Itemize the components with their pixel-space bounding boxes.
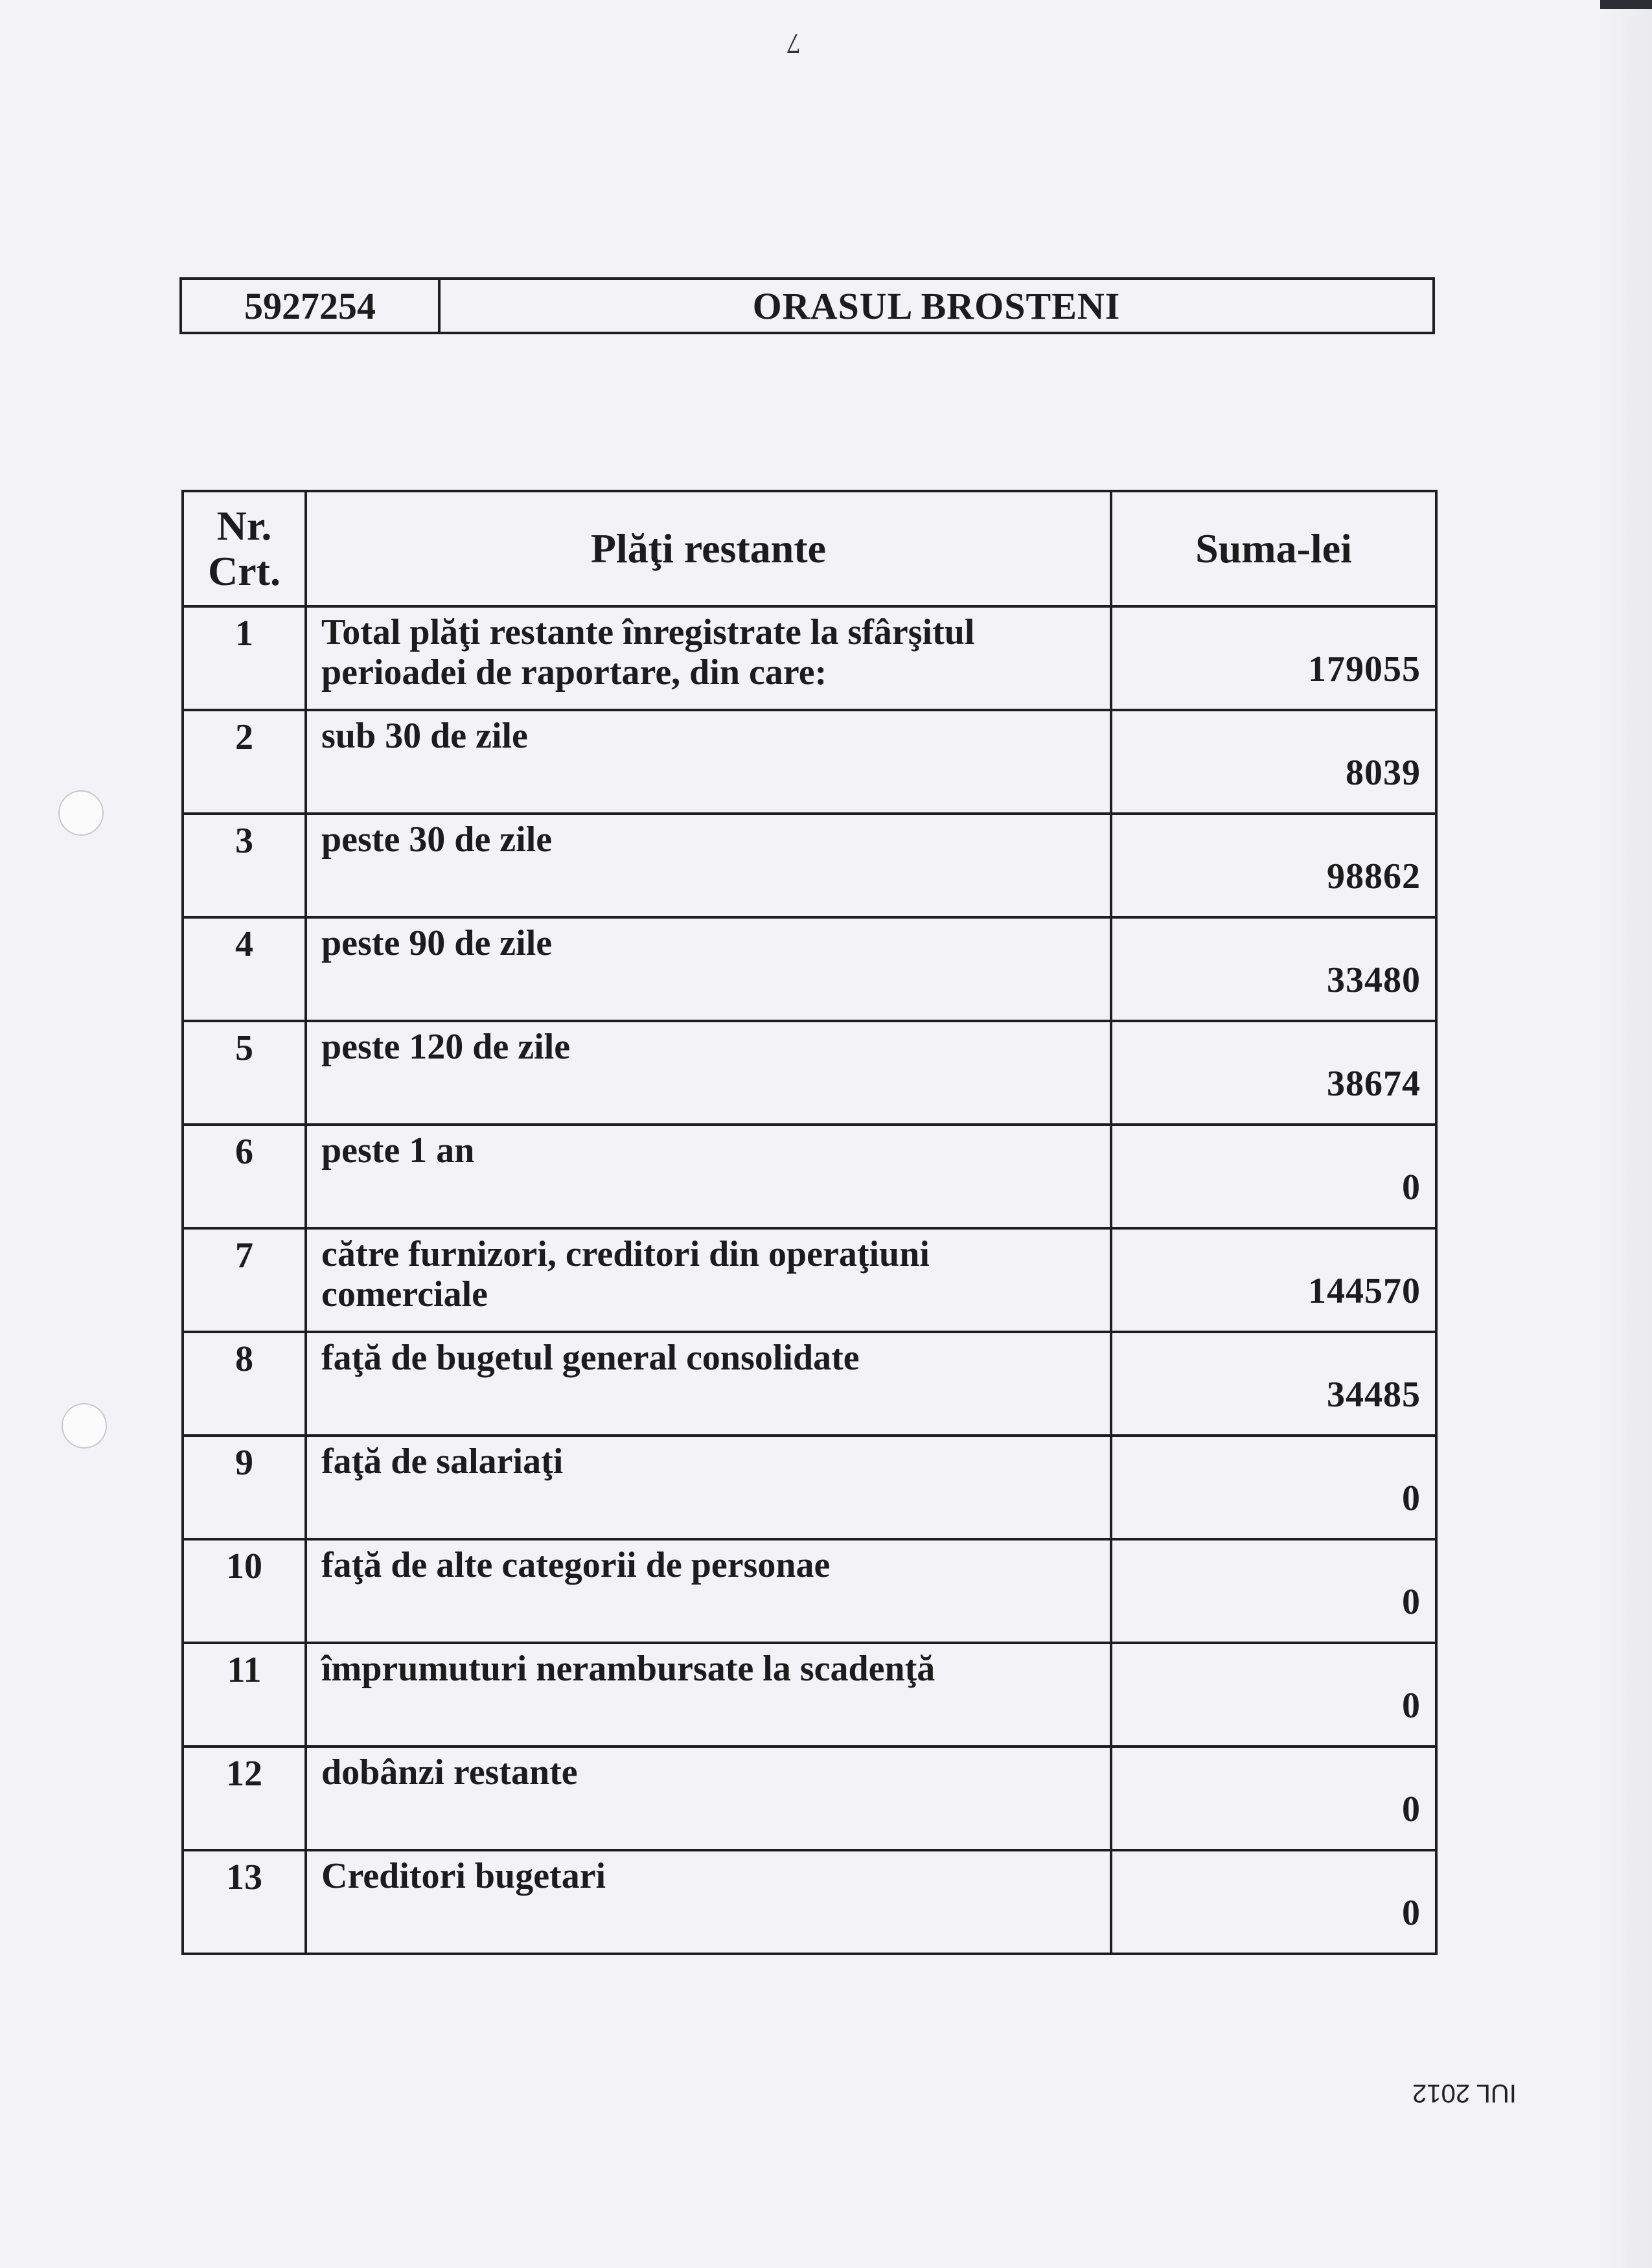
row-sum-cell <box>1111 1539 1436 1643</box>
row-description: peste 120 de zile <box>306 1021 1111 1125</box>
row-description: peste 90 de zile <box>306 917 1111 1021</box>
row-description: peste 1 an <box>306 1125 1111 1228</box>
table-row <box>183 1643 1436 1747</box>
row-sum-cell <box>1111 1125 1436 1228</box>
row-description: dobânzi restante <box>306 1747 1111 1850</box>
row-number: 5 <box>183 1021 306 1125</box>
arrears-table <box>181 490 1438 1955</box>
row-description: faţă de bugetul general consolidate <box>306 1332 1111 1436</box>
row-sum-cell <box>1111 1021 1436 1125</box>
row-number: 10 <box>183 1539 306 1643</box>
row-sum-cell <box>1111 1228 1436 1332</box>
row-number: 7 <box>183 1228 306 1332</box>
table-row <box>183 1539 1436 1643</box>
row-description: faţă de alte categorii de personae <box>306 1539 1111 1643</box>
row-number: 9 <box>183 1436 306 1539</box>
entity-code: 5927254 <box>182 280 441 332</box>
row-sum-cell <box>1111 710 1436 814</box>
row-sum: 0 <box>1402 1167 1421 1208</box>
date-stamp: IUL 2012 <box>1412 2079 1517 2107</box>
table-row <box>183 814 1436 917</box>
row-number: 1 <box>183 606 306 710</box>
row-sum-cell <box>1111 606 1436 710</box>
table-row <box>183 1850 1436 1954</box>
header-description: Plăţi restante <box>306 491 1111 606</box>
row-description: sub 30 de zile <box>306 710 1111 814</box>
punch-hole <box>62 1403 107 1449</box>
row-sum-cell <box>1111 1643 1436 1747</box>
table-row <box>183 1332 1436 1436</box>
row-sum: 0 <box>1402 1478 1421 1518</box>
table-row <box>183 1125 1436 1228</box>
table-row <box>183 1228 1436 1332</box>
table-row <box>183 1436 1436 1539</box>
row-sum-cell <box>1111 1850 1436 1954</box>
row-sum: 8039 <box>1346 753 1421 793</box>
scan-corner <box>1600 0 1652 9</box>
row-number: 3 <box>183 814 306 917</box>
row-sum: 34485 <box>1327 1375 1421 1415</box>
table-row <box>183 1747 1436 1850</box>
row-sum: 179055 <box>1308 649 1421 689</box>
row-sum-cell <box>1111 1332 1436 1436</box>
row-description: Total plăţi restante înregistrate la sfârşitul perioadei de raportare, din care: <box>306 606 1111 710</box>
row-sum-cell <box>1111 1747 1436 1850</box>
entity-name: ORASUL BROSTENI <box>752 284 1121 327</box>
row-description: peste 30 de zile <box>306 814 1111 917</box>
page-number-mark: 7 <box>786 28 801 60</box>
row-sum-cell <box>1111 1436 1436 1539</box>
table-row <box>183 710 1436 814</box>
row-description: Creditori bugetari <box>306 1850 1111 1954</box>
row-sum-cell <box>1111 917 1436 1021</box>
header-nr: Nr. Crt. <box>183 491 306 606</box>
row-number: 4 <box>183 917 306 1021</box>
table-header-row <box>183 491 1436 606</box>
punch-hole <box>58 790 104 836</box>
row-sum: 0 <box>1402 1582 1421 1622</box>
row-number: 12 <box>183 1747 306 1850</box>
row-description: către furnizori, creditori din operaţiuni comerciale <box>306 1228 1111 1332</box>
row-description: împrumuturi nerambursate la scadenţă <box>306 1643 1111 1747</box>
row-sum: 0 <box>1402 1789 1421 1829</box>
row-sum: 38674 <box>1327 1064 1421 1104</box>
row-sum: 33480 <box>1327 960 1421 1000</box>
row-number: 8 <box>183 1332 306 1436</box>
row-number: 6 <box>183 1125 306 1228</box>
row-description: faţă de salariaţi <box>306 1436 1111 1539</box>
row-sum-cell <box>1111 814 1436 917</box>
page-edge-shadow <box>1601 0 1652 2268</box>
row-number: 11 <box>183 1643 306 1747</box>
table-row <box>183 917 1436 1021</box>
entity-header <box>179 277 1435 334</box>
row-sum: 0 <box>1402 1686 1421 1726</box>
table-row <box>183 606 1436 710</box>
row-sum: 0 <box>1402 1893 1421 1933</box>
row-number: 2 <box>183 710 306 814</box>
header-sum: Suma-lei <box>1111 491 1436 606</box>
row-number: 13 <box>183 1850 306 1954</box>
row-sum: 98862 <box>1327 856 1421 897</box>
row-sum: 144570 <box>1308 1271 1421 1311</box>
table-row <box>183 1021 1436 1125</box>
